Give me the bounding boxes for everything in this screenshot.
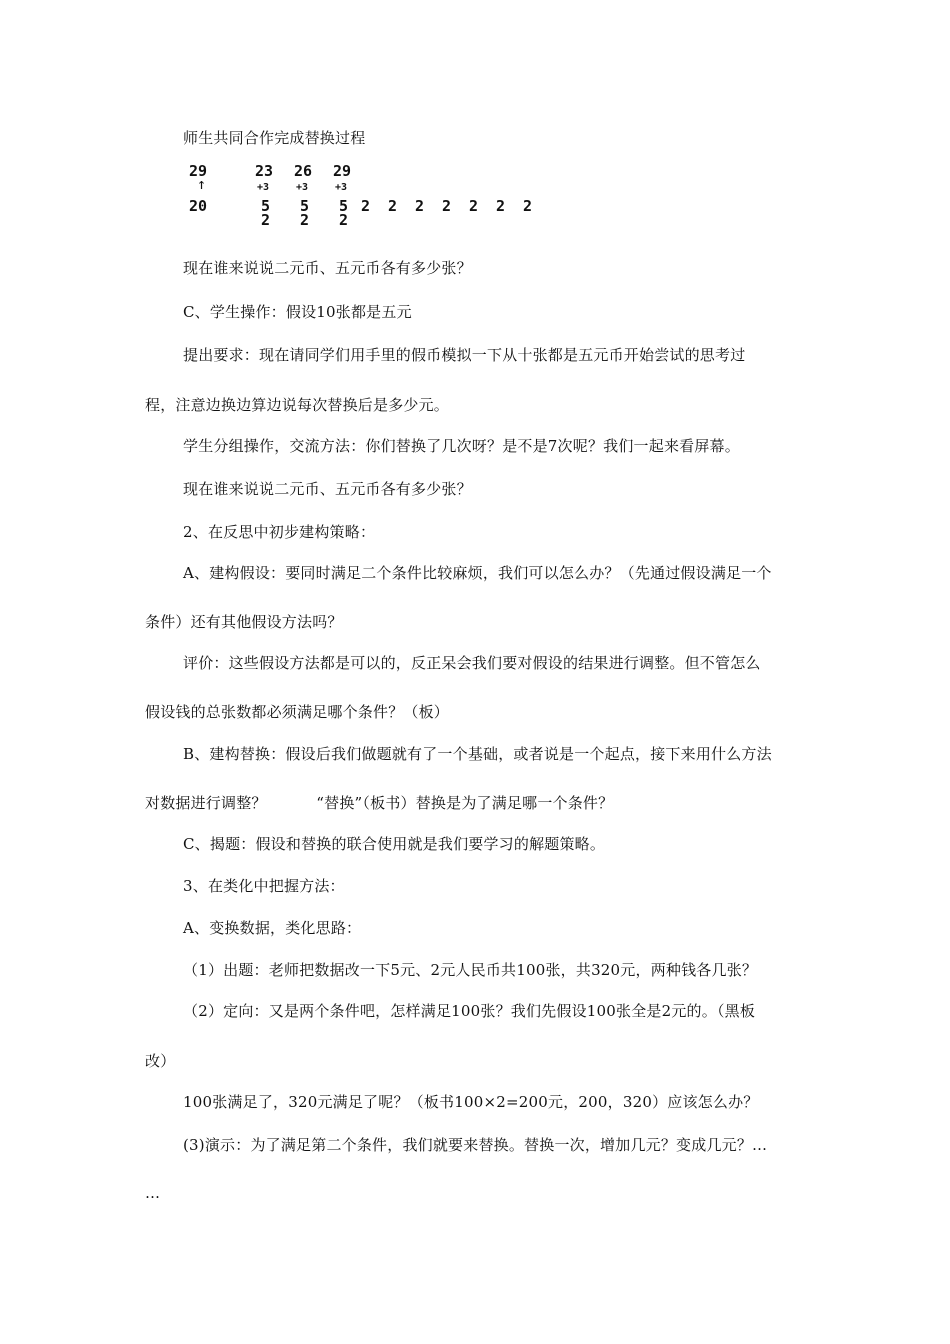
figure-start-top: 29 [189, 162, 208, 180]
paragraph-continued: 对数据进行调整？ “替换”（板书）替换是为了满足哪一个条件？ [145, 794, 614, 812]
replacement-figure [183, 160, 553, 230]
paragraph: 学生分组操作，交流方法：你们替换了几次呀？是不是7次呢？我们一起来看屏幕。 [183, 437, 740, 455]
figure-coin: 2 [469, 197, 479, 215]
paragraph: 100张满足了，320元满足了呢？（板书100×2=200元，200，320）应该怎么办？ [183, 1093, 759, 1111]
paragraph: 评价：这些假设方法都是可以的，反正呆会我们要对假设的结果进行调整。但不管怎么 [183, 654, 761, 672]
paragraph: C、学生操作：假设10张都是五元 [183, 303, 412, 321]
paragraph: B、建构替换：假设后我们做题就有了一个基础，或者说是一个起点，接下来用什么方法 [183, 745, 772, 763]
paragraph: A、建构假设：要同时满足二个条件比较麻烦，我们可以怎么办？（先通过假设满足一个 [183, 564, 772, 582]
figure-coin: 2 [339, 211, 349, 229]
figure-increment: +3 [335, 182, 348, 193]
paragraph-continued: 程，注意边换边算边说每次替换后是多少元。 [145, 396, 450, 414]
figure-coin: 2 [442, 197, 452, 215]
figure-increment: +3 [257, 182, 270, 193]
figure-total: 23 [255, 162, 274, 180]
section-heading: 2、在反思中初步建构策略： [183, 523, 376, 541]
paragraph-continued: 改） [145, 1052, 176, 1070]
figure-coin: 5 [339, 197, 349, 215]
figure-start-bottom: 20 [189, 197, 208, 215]
paragraph-continued: 条件）还有其他假设方法吗？ [145, 613, 343, 631]
figure-coin: 2 [496, 197, 506, 215]
paragraph: C、揭题：假设和替换的联合使用就是我们要学习的解题策略。 [183, 835, 606, 853]
figure-coin: 5 [300, 197, 310, 215]
figure-coin: 2 [523, 197, 533, 215]
paragraph-intro: 师生共同合作完成替换过程 [183, 129, 366, 147]
figure-coin: 2 [361, 197, 371, 215]
paragraph: （2）定向：又是两个条件吧，怎样满足100张？我们先假设100张全是2元的。（黑板 [183, 1002, 756, 1020]
figure-coin: 2 [300, 211, 310, 229]
paragraph: 提出要求：现在请同学们用手里的假币模拟一下从十张都是五元币开始尝试的思考过 [183, 346, 746, 364]
paragraph: 现在谁来说说二元币、五元币各有多少张？ [183, 480, 472, 498]
figure-coin: 2 [415, 197, 425, 215]
figure-increment: +3 [296, 182, 309, 193]
up-arrow-icon: ↑ [197, 175, 207, 193]
paragraph: A、变换数据，类化思路： [183, 919, 362, 937]
figure-total: 26 [294, 162, 313, 180]
paragraph: (3)演示：为了满足第二个条件，我们就要来替换。替换一次，增加几元？变成几元？… [183, 1136, 768, 1154]
figure-coin: 5 [261, 197, 271, 215]
figure-total: 29 [333, 162, 352, 180]
figure-coin: 2 [261, 211, 271, 229]
figure-coin: 2 [388, 197, 398, 215]
paragraph-continued: 假设钱的总张数都必须满足哪个条件？（板） [145, 703, 450, 721]
paragraph: 现在谁来说说二元币、五元币各有多少张？ [183, 259, 472, 277]
paragraph-continued: … [145, 1184, 161, 1202]
paragraph: （1）出题：老师把数据改一下5元、2元人民币共100张，共320元，两种钱各几张？ [183, 961, 758, 979]
section-heading: 3、在类化中把握方法： [183, 877, 345, 895]
